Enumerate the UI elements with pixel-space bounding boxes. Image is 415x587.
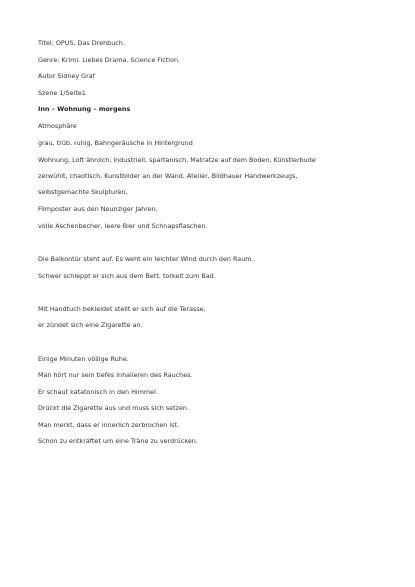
genre-line: Genre: Krimi. Liebes Drama. Science Fiction. — [38, 56, 181, 64]
paragraph-line: Man hört nur sein tiefes inhalieren des Rauches. — [38, 371, 193, 379]
title-line: Titel: OPUS. Das Drehbuch. — [38, 39, 125, 47]
atmosphere-line: volle Aschenbecher, leere Bier und Schnapsflaschen. — [38, 222, 208, 230]
paragraph-line: Einige Minuten völlige Ruhe. — [38, 355, 129, 363]
atmosphere-line: zerwühlt, chaotisch, Kunstbilder an der Wand, Atelier, Bildhauer Handwerkzeugs, — [38, 172, 298, 180]
paragraph-line: Die Balkontür steht auf. Es weht ein leichter Wind durch den Raum. — [38, 255, 254, 263]
paragraph-line: er zündet sich eine Zigarette an. — [38, 321, 143, 329]
atmosphere-label: Atmosphäre — [38, 122, 77, 130]
atmosphere-line: Wohnung, Loft ähnlich, industriell, spartanisch, Matratze auf dem Boden, Künstlerbude — [38, 156, 316, 164]
author-line: Autor Sidney Graf — [38, 72, 95, 80]
atmosphere-line: Filmposter aus den Neunziger Jahren, — [38, 205, 158, 213]
paragraph-line: Er schaut katatonisch in den Himmel. — [38, 388, 158, 396]
paragraph-line: Mit Handtuch bekleidet stellt er sich auf die Terasse, — [38, 305, 206, 313]
atmosphere-line: selbstgemachte Skulpturen, — [38, 188, 128, 196]
paragraph-line: Schon zu entkräftet um eine Träne zu verdrücken. — [38, 437, 198, 445]
scene-heading: Inn – Wohnung – morgens — [38, 105, 131, 113]
paragraph-line: Drückt die Zigarette aus und muss sich setzen. — [38, 404, 189, 412]
atmosphere-line: grau, trüb, ruhig, Bahngeräusche in Hintergrund — [38, 139, 193, 147]
paragraph-line: Man merkt, dass er innerlich zerbrochen ist. — [38, 421, 179, 429]
scene-page-line: Szene 1/Seite1 — [38, 89, 86, 97]
paragraph-line: Schwer schleppt er sich aus dem Bett, torkelt zum Bad. — [38, 272, 216, 280]
